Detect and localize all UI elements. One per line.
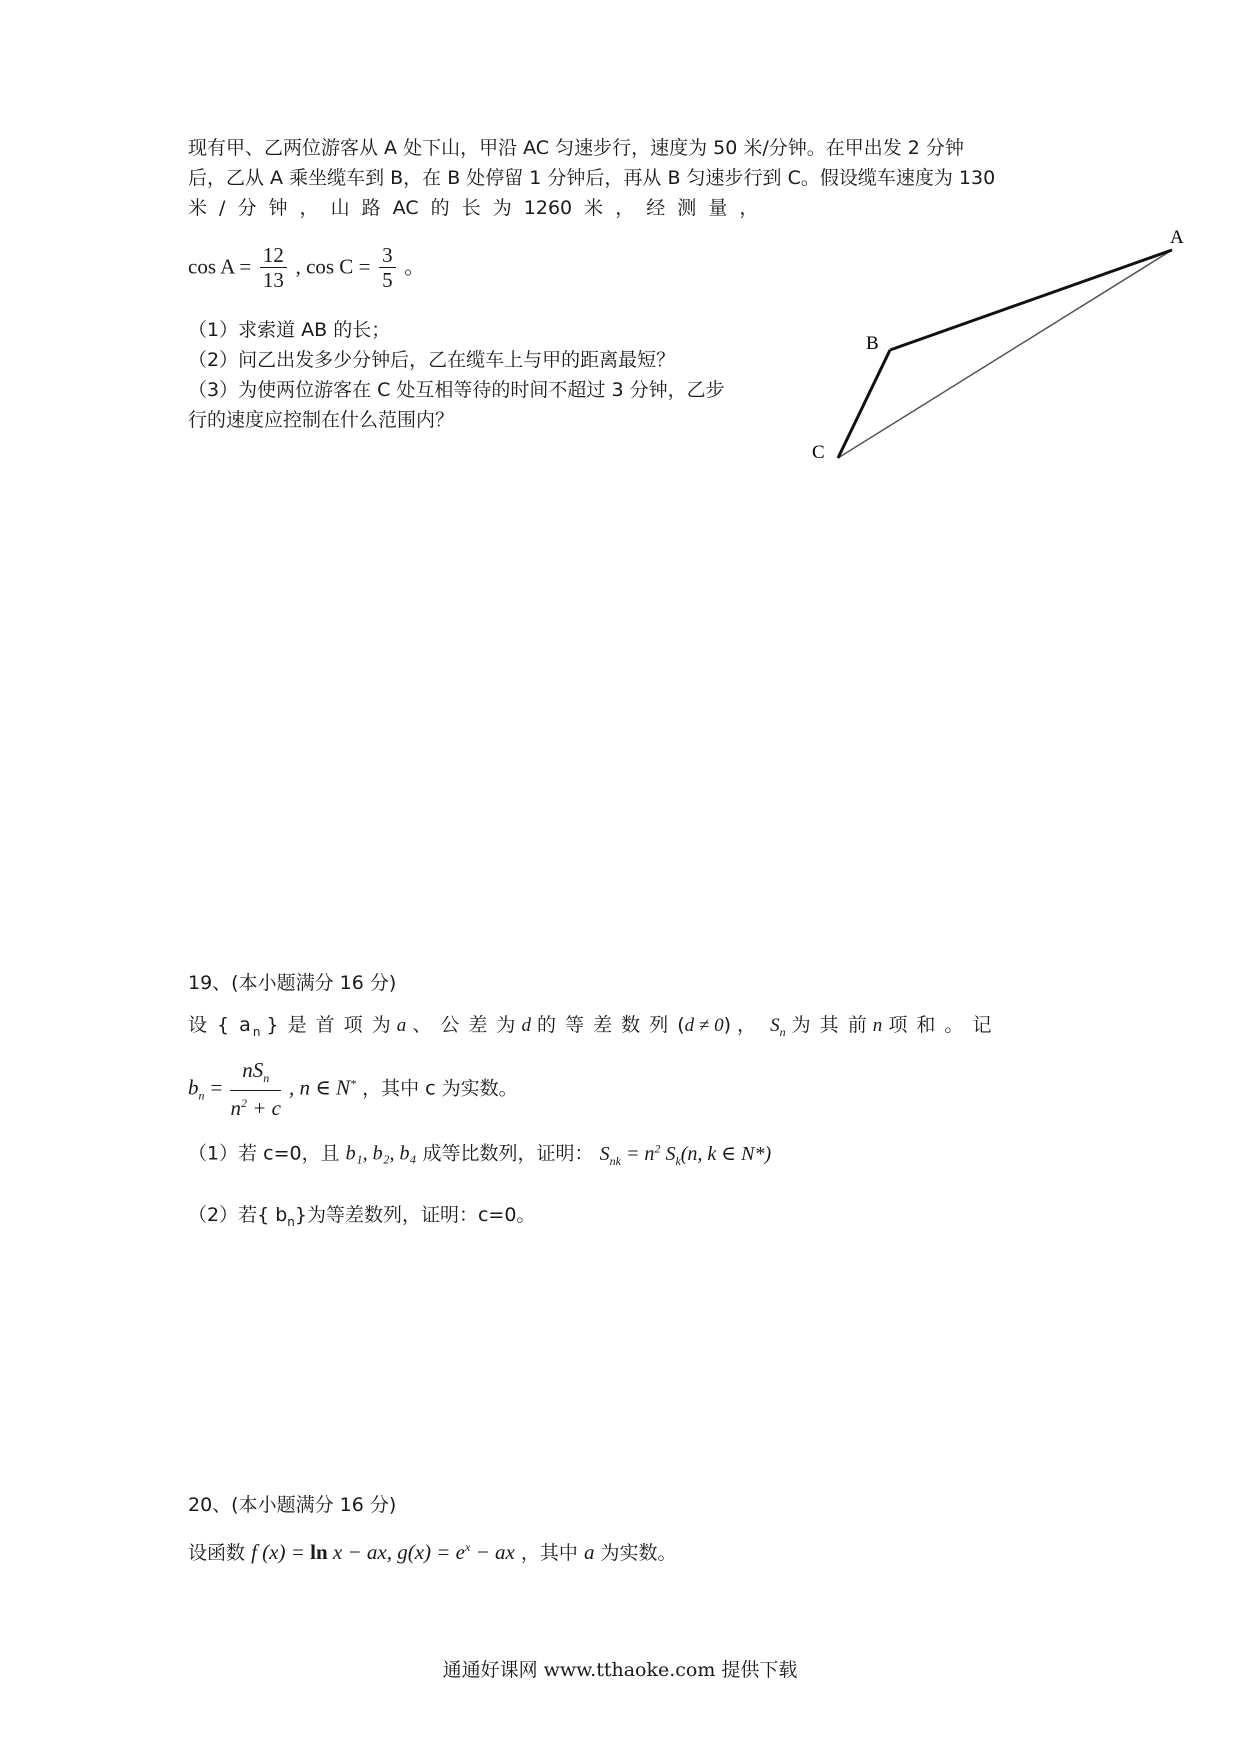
label-c: C: [812, 442, 825, 463]
cos-a-numerator: 12: [260, 243, 287, 268]
p19-set-open: 设 { a: [188, 1014, 253, 1036]
p19-var-a: a: [396, 1015, 407, 1036]
p19-text-e: ) ，: [723, 1014, 757, 1036]
p19-q2-a: （2）若{ b: [188, 1204, 288, 1226]
bn-cond-sup: *: [350, 1076, 357, 1091]
cos-c-label: , cos C =: [295, 254, 371, 279]
cos-a-label: cos A =: [188, 254, 252, 279]
p18-question-2: （2）问乙出发多少分钟后，乙在缆车上与甲的距离最短？: [188, 349, 676, 371]
p19-q1-a: （1）若 c=0，且: [188, 1142, 340, 1165]
bn-sub: n: [198, 1088, 205, 1103]
bn-equals: =: [210, 1075, 223, 1100]
q1-mid: = n: [625, 1142, 655, 1165]
p20-text-a: 设函数: [188, 1542, 246, 1564]
p19-cond: d ≠ 0: [684, 1015, 724, 1036]
p20-ln: ln: [310, 1540, 328, 1564]
p19-q1-b: 成等比数列，证明：: [422, 1142, 594, 1165]
bn-symbol: b: [188, 1075, 199, 1100]
p19-text-d: 的 等 差 数 列 (: [537, 1014, 685, 1036]
p19-line-1: [188, 1010, 991, 1047]
p19-question-2: [188, 1200, 535, 1237]
bn-numerator: [230, 1058, 281, 1091]
p19-text-f: 为 其 前: [791, 1014, 867, 1036]
p19-bn-definition: [188, 1058, 518, 1120]
p19-q1-expr: [599, 1141, 772, 1168]
p20-f: f (x) =: [251, 1540, 311, 1564]
p20-text-c: 为实数。: [600, 1542, 677, 1564]
p19-question-1: [188, 1133, 771, 1176]
cos-a-denominator: 13: [262, 268, 284, 292]
segment-ab: [890, 250, 1172, 350]
cos-c-numerator: 3: [379, 243, 396, 268]
p19-sn-sub: n: [779, 1024, 786, 1039]
p19-q1-terms: b₁, b₂, b₄: [345, 1142, 417, 1165]
p20-sup: x: [465, 1540, 471, 1554]
p18-question-3a: （3）为使两位游客在 C 处互相等待的时间不超过 3 分钟，乙步: [188, 379, 725, 401]
p20-var-a: a: [583, 1540, 595, 1564]
p20-f3: − ax: [470, 1540, 515, 1564]
p19-set-sub: n: [252, 1024, 261, 1039]
p19-text-c: 、 公 差 为: [412, 1014, 516, 1036]
q1-sk-sub: k: [675, 1153, 681, 1168]
p18-line-2: 后，乙从 A 乘坐缆车到 B，在 B 处停留 1 分钟后，再从 B 匀速步行到 C。假设缆车速度为 130: [188, 167, 996, 189]
cos-c-denominator: 5: [382, 268, 393, 292]
bn-num-sub: n: [263, 1071, 270, 1086]
cos-end: 。: [404, 254, 426, 279]
p20-text-b: ，其中: [520, 1542, 578, 1564]
p18-question-1: （1）求索道 AB 的长；: [188, 319, 391, 341]
bn-den-sup: 2: [240, 1096, 247, 1111]
bn-den-n: n: [230, 1096, 241, 1121]
p19-n: n: [872, 1015, 883, 1036]
bn-den-rest: + c: [252, 1096, 281, 1121]
p19-heading: 19、(本小题满分 16 分): [188, 972, 397, 994]
q1-s-sub: nk: [609, 1153, 621, 1168]
q1-s: S: [599, 1142, 610, 1165]
bn-fraction: [230, 1058, 281, 1120]
p19-q2-sub: n: [287, 1214, 295, 1229]
p18-question-3b: 行的速度应控制在什么范围内？: [188, 409, 455, 431]
p19-q2-b: }为等差数列，证明：c=0。: [294, 1204, 536, 1226]
p18-line-3: 米 / 分 钟 ， 山 路 AC 的 长 为 1260 米 ， 经 测 量 ，: [188, 197, 759, 219]
p20-f2: x − ax, g(x) = e: [327, 1540, 466, 1564]
bn-denominator: [230, 1091, 281, 1120]
page-footer: 通通好课网 www.tthaoke.com 提供下载: [442, 1659, 798, 1681]
bn-condition: , n ∈ N: [288, 1075, 351, 1100]
q1-sk: S: [665, 1142, 676, 1165]
bn-tail: ，其中 c 为实数。: [362, 1077, 518, 1100]
p20-heading: 20、(本小题满分 16 分): [188, 1494, 397, 1516]
p19-text-b: } 是 首 项 为: [266, 1014, 391, 1036]
p20-line-1: [188, 1532, 677, 1568]
bn-num-text: nS: [242, 1058, 264, 1082]
p18-line-1: 现有甲、乙两位游客从 A 处下山，甲沿 AC 匀速步行，速度为 50 米/分钟。在甲出发 2 分钟: [188, 137, 964, 159]
q1-sup: 2: [654, 1141, 661, 1155]
label-b: B: [866, 333, 879, 354]
label-a: A: [1170, 227, 1184, 248]
p19-sn: S: [770, 1015, 780, 1036]
q1-end: (n, k ∈ N*): [680, 1142, 772, 1165]
p19-var-d: d: [521, 1015, 531, 1036]
p19-text-g: 项 和 。 记: [888, 1014, 992, 1036]
p20-func: [251, 1540, 515, 1564]
